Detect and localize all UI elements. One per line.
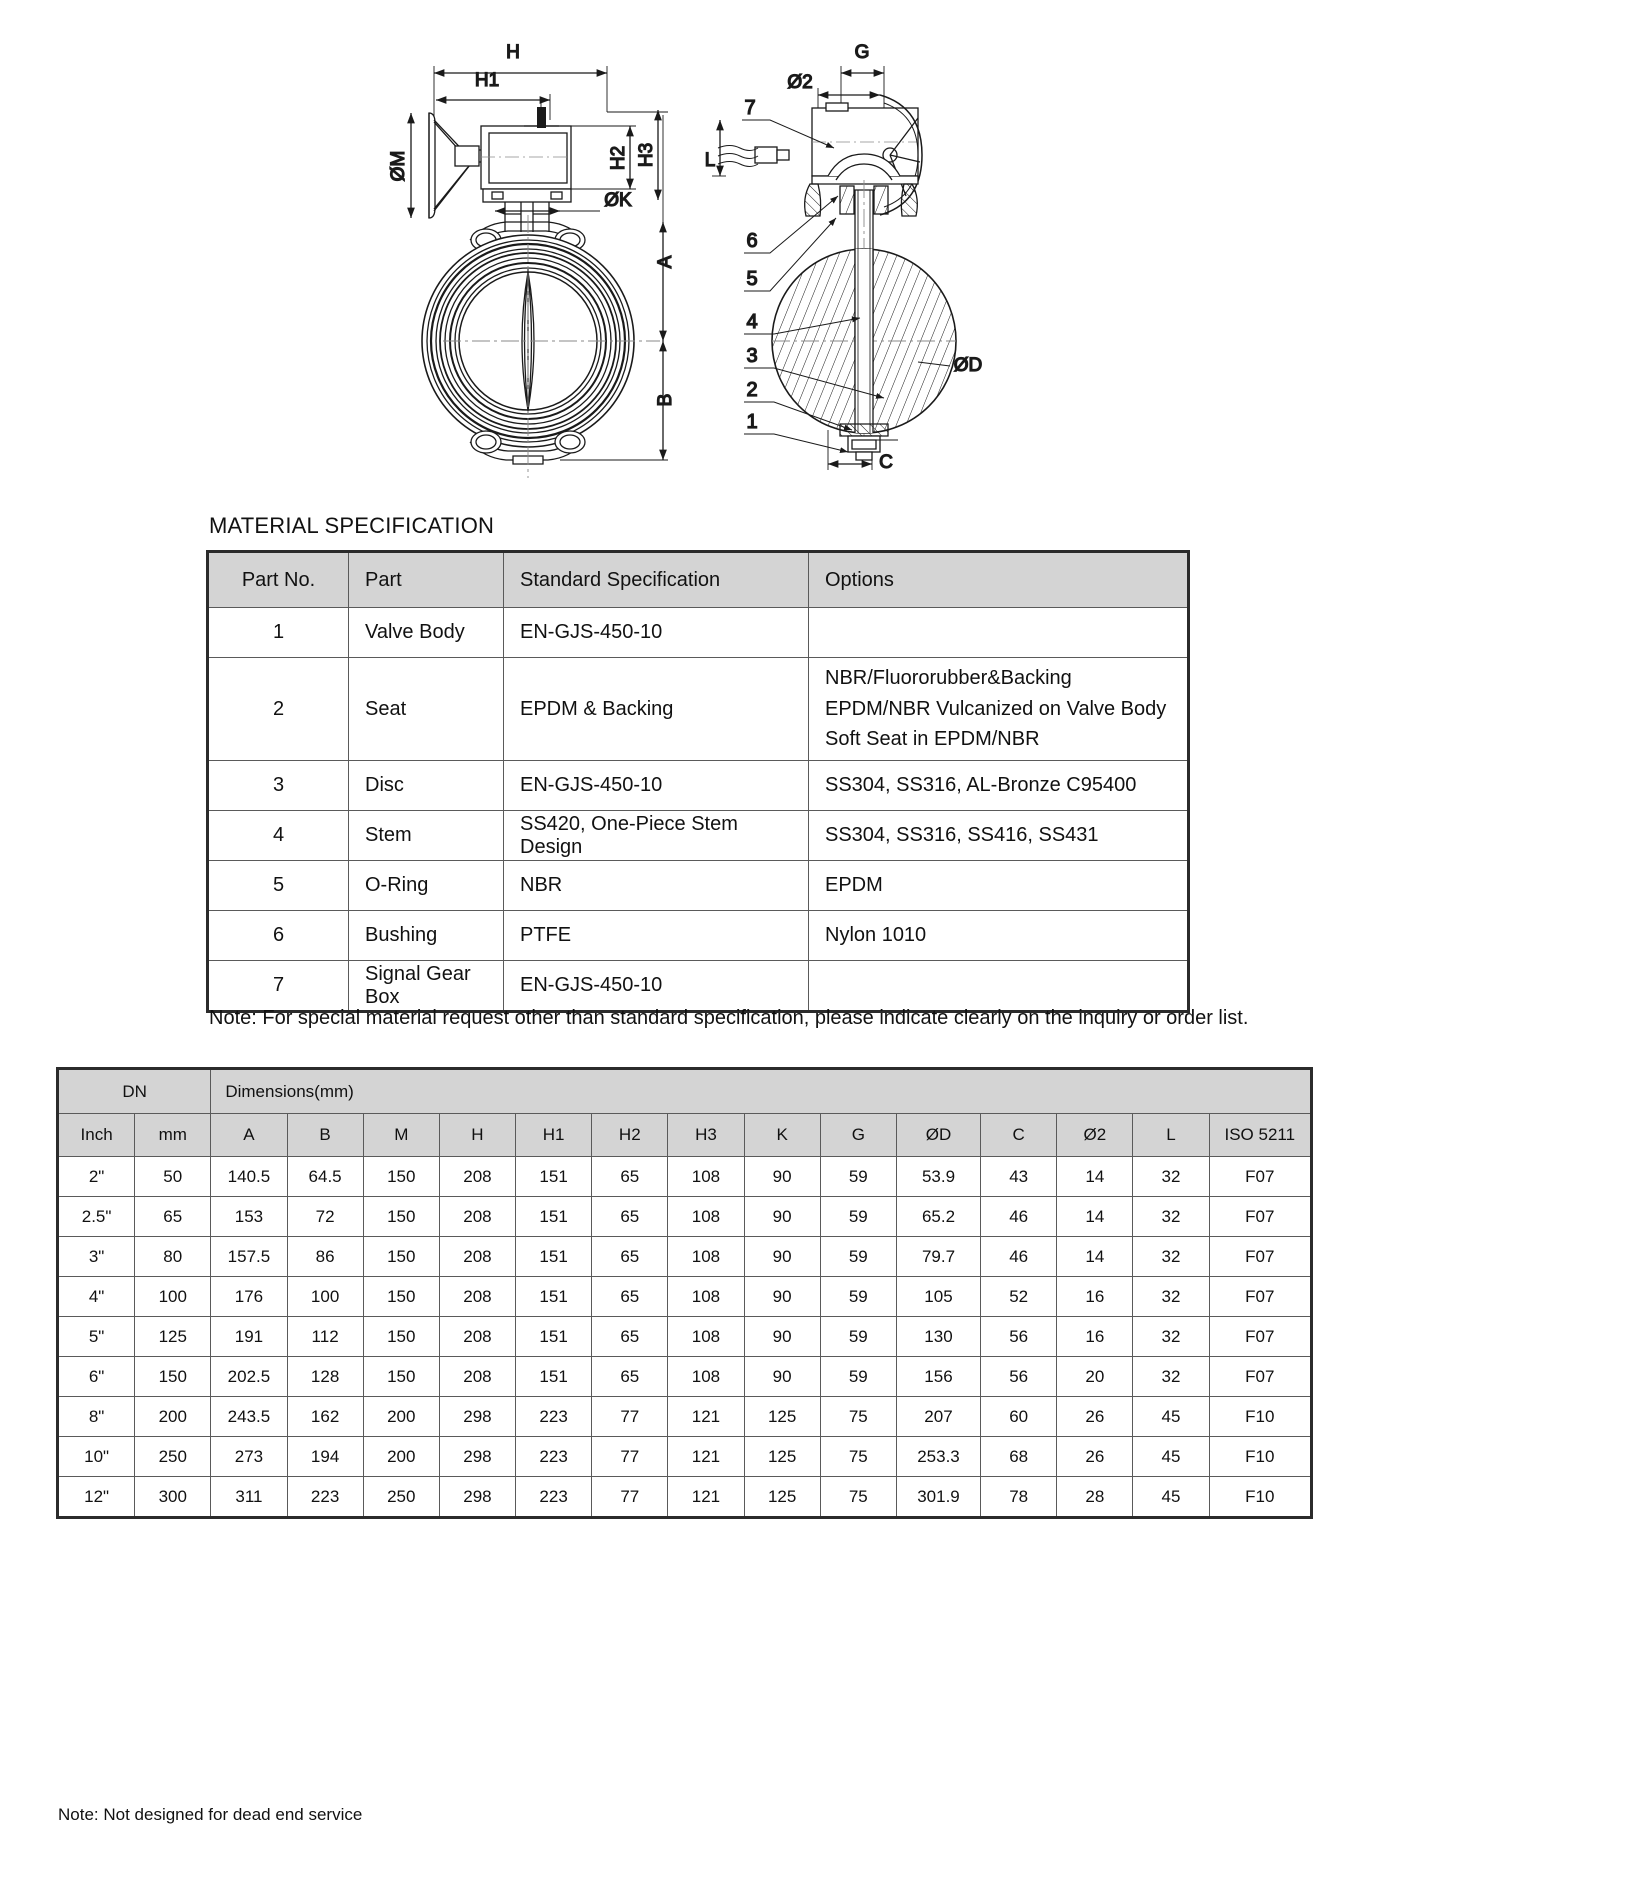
material-cell-part-no: 1 xyxy=(209,608,349,658)
dimensions-cell: 298 xyxy=(439,1477,515,1517)
dimensions-cell: 32 xyxy=(1133,1357,1209,1397)
dimensions-cell: 14 xyxy=(1057,1197,1133,1237)
dimensions-cell: 26 xyxy=(1057,1437,1133,1477)
dimensions-cell: 26 xyxy=(1057,1397,1133,1437)
dim-col-header: ØD xyxy=(896,1114,980,1157)
dimensions-cell: 208 xyxy=(439,1197,515,1237)
dimensions-cell: 151 xyxy=(516,1157,592,1197)
dimensions-cell: 125 xyxy=(135,1317,211,1357)
material-cell-standard: EN-GJS-450-10 xyxy=(504,608,809,658)
dimensions-cell: 200 xyxy=(363,1437,439,1477)
material-option-line: Soft Seat in EPDM/NBR xyxy=(825,728,1040,751)
dimensions-cell: 75 xyxy=(820,1437,896,1477)
dimensions-cell: 59 xyxy=(820,1237,896,1277)
dimensions-cell: 100 xyxy=(135,1277,211,1317)
callout-2: 2 xyxy=(746,379,758,401)
dimensions-cell: 59 xyxy=(820,1157,896,1197)
dimensions-cell: 223 xyxy=(516,1397,592,1437)
dimensions-cell: 208 xyxy=(439,1357,515,1397)
callout-6: 6 xyxy=(746,230,758,252)
dimensions-cell: 75 xyxy=(820,1397,896,1437)
dimensions-cell: 250 xyxy=(135,1437,211,1477)
dimensions-cell: 100 xyxy=(287,1277,363,1317)
dimensions-cell: 150 xyxy=(363,1357,439,1397)
dimensions-cell: 208 xyxy=(439,1277,515,1317)
dimensions-cell: 108 xyxy=(668,1237,744,1277)
material-cell-options xyxy=(809,961,1189,1011)
material-cell-options xyxy=(809,761,1189,811)
dimensions-cell: 45 xyxy=(1133,1397,1209,1437)
material-cell-part: Stem xyxy=(349,811,504,861)
dimensions-table-row xyxy=(59,1357,1311,1397)
dimensions-cell: 10" xyxy=(59,1437,135,1477)
dim-label-L: L xyxy=(704,150,716,171)
dim-col-header: Ø2 xyxy=(1057,1114,1133,1157)
dimensions-cell: 90 xyxy=(744,1237,820,1277)
dimensions-cell: 20 xyxy=(1057,1357,1133,1397)
material-table-header-row xyxy=(209,553,1189,608)
dimensions-cell: 151 xyxy=(516,1197,592,1237)
dimensions-cell: 208 xyxy=(439,1237,515,1277)
dimensions-cell: 194 xyxy=(287,1437,363,1477)
dimensions-cell: 90 xyxy=(744,1277,820,1317)
dimensions-cell: 59 xyxy=(820,1317,896,1357)
dimensions-cell: 45 xyxy=(1133,1477,1209,1517)
material-options-list xyxy=(825,920,1172,951)
dimensions-cell: 16 xyxy=(1057,1277,1133,1317)
dimensions-cell: 151 xyxy=(516,1357,592,1397)
dim-group-dimensions: Dimensions(mm) xyxy=(211,1070,1311,1114)
material-col-standard: Standard Specification xyxy=(504,553,809,608)
material-specification-title: MATERIAL SPECIFICATION xyxy=(209,513,495,538)
material-cell-options xyxy=(809,608,1189,658)
dimensions-cell: 79.7 xyxy=(896,1237,980,1277)
dimensions-table-row xyxy=(59,1477,1311,1517)
dimensions-cell: F07 xyxy=(1209,1317,1310,1357)
dimensions-table-row xyxy=(59,1237,1311,1277)
dimensions-cell: 5" xyxy=(59,1317,135,1357)
dimensions-cell: 125 xyxy=(744,1477,820,1517)
dim-col-header: M xyxy=(363,1114,439,1157)
material-table-row xyxy=(209,911,1189,961)
dimensions-cell: 250 xyxy=(363,1477,439,1517)
dimensions-cell: 162 xyxy=(287,1397,363,1437)
dimensions-cell: 253.3 xyxy=(896,1437,980,1477)
dimensions-cell: 64.5 xyxy=(287,1157,363,1197)
dimensions-cell: F10 xyxy=(1209,1397,1310,1437)
dimensions-cell: F07 xyxy=(1209,1237,1310,1277)
material-options-list xyxy=(825,663,1172,755)
dimensions-cell: 151 xyxy=(516,1277,592,1317)
material-cell-options xyxy=(809,861,1189,911)
dim-col-header: H xyxy=(439,1114,515,1157)
dimensions-cell: 156 xyxy=(896,1357,980,1397)
dimensions-cell: 72 xyxy=(287,1197,363,1237)
dimensions-cell: 32 xyxy=(1133,1197,1209,1237)
dimensions-cell: 153 xyxy=(211,1197,287,1237)
dimensions-cell: 90 xyxy=(744,1157,820,1197)
material-cell-options xyxy=(809,658,1189,761)
dim-col-header: Inch xyxy=(59,1114,135,1157)
dimensions-cell: 108 xyxy=(668,1317,744,1357)
dim-label-H2: H2 xyxy=(608,145,629,171)
dimensions-cell: 78 xyxy=(981,1477,1057,1517)
dimensions-cell: 75 xyxy=(820,1477,896,1517)
dimensions-cell: 223 xyxy=(287,1477,363,1517)
material-cell-part-no: 7 xyxy=(209,961,349,1011)
material-cell-part: Disc xyxy=(349,761,504,811)
dim-label-diaK: ØK xyxy=(604,190,632,211)
dimensions-cell: 223 xyxy=(516,1437,592,1477)
dim-label-C: C xyxy=(879,452,893,473)
dim-col-header: mm xyxy=(135,1114,211,1157)
dimensions-cell: 140.5 xyxy=(211,1157,287,1197)
dimensions-cell: 16 xyxy=(1057,1317,1133,1357)
dimensions-cell: 32 xyxy=(1133,1317,1209,1357)
dimensions-cell: 108 xyxy=(668,1157,744,1197)
material-col-part: Part xyxy=(349,553,504,608)
material-cell-standard: PTFE xyxy=(504,911,809,961)
dimensions-cell: 59 xyxy=(820,1277,896,1317)
dim-group-dn: DN xyxy=(59,1070,211,1114)
dimensions-cell: 191 xyxy=(211,1317,287,1357)
dim-label-diaD: ØD xyxy=(953,355,983,376)
dim-col-header: H2 xyxy=(592,1114,668,1157)
dimensions-table-row xyxy=(59,1197,1311,1237)
dim-col-header: L xyxy=(1133,1114,1209,1157)
dimensions-cell: 298 xyxy=(439,1397,515,1437)
callout-4: 4 xyxy=(746,311,758,333)
material-col-options: Options xyxy=(809,553,1189,608)
dimensions-table-row xyxy=(59,1397,1311,1437)
dimensions-group-header-row xyxy=(59,1070,1311,1114)
dimensions-column-header-row xyxy=(59,1114,1311,1157)
dimensions-cell: 53.9 xyxy=(896,1157,980,1197)
material-cell-part: Valve Body xyxy=(349,608,504,658)
material-options-list xyxy=(825,820,1172,851)
material-cell-standard: NBR xyxy=(504,861,809,911)
material-cell-part: O-Ring xyxy=(349,861,504,911)
dimensions-cell: 56 xyxy=(981,1317,1057,1357)
material-options-list xyxy=(825,870,1172,901)
material-note: Note: For special material request other than standard specification, please indicate clearly on the inquiry or order list. xyxy=(209,1007,1249,1029)
dimensions-cell: 150 xyxy=(363,1317,439,1357)
material-cell-standard: EN-GJS-450-10 xyxy=(504,761,809,811)
dimensions-cell: 28 xyxy=(1057,1477,1133,1517)
dimensions-cell: 45 xyxy=(1133,1437,1209,1477)
dimensions-cell: 14 xyxy=(1057,1237,1133,1277)
dim-col-header: H1 xyxy=(516,1114,592,1157)
dimensions-cell: F07 xyxy=(1209,1157,1310,1197)
dimensions-table-row xyxy=(59,1157,1311,1197)
material-option-line: NBR/Fluororubber&Backing xyxy=(825,667,1072,690)
dim-label-G: G xyxy=(854,42,870,63)
dimensions-cell: F10 xyxy=(1209,1437,1310,1477)
dimensions-cell: 150 xyxy=(135,1357,211,1397)
dimensions-cell: F10 xyxy=(1209,1477,1310,1517)
dimensions-table-row xyxy=(59,1317,1311,1357)
dimensions-cell: 223 xyxy=(516,1477,592,1517)
dimensions-cell: 65 xyxy=(592,1317,668,1357)
dimensions-cell: 121 xyxy=(668,1477,744,1517)
material-option-line: EPDM/NBR Vulcanized on Valve Body xyxy=(825,697,1167,720)
material-options-list xyxy=(825,770,1172,801)
dim-col-header: G xyxy=(820,1114,896,1157)
dimensions-cell: 125 xyxy=(744,1437,820,1477)
dimensions-cell: 273 xyxy=(211,1437,287,1477)
dimensions-cell: 77 xyxy=(592,1477,668,1517)
dimensions-cell: 301.9 xyxy=(896,1477,980,1517)
dimensions-table xyxy=(58,1069,1311,1517)
material-cell-standard: EPDM & Backing xyxy=(504,658,809,761)
dimensions-cell: 121 xyxy=(668,1397,744,1437)
dim-label-B: B xyxy=(655,393,676,407)
dimensions-cell: 46 xyxy=(981,1197,1057,1237)
material-table-row xyxy=(209,608,1189,658)
dimensions-cell: 4" xyxy=(59,1277,135,1317)
dimensions-cell: 14 xyxy=(1057,1157,1133,1197)
dimensions-cell: 8" xyxy=(59,1397,135,1437)
dimensions-cell: 50 xyxy=(135,1157,211,1197)
dimensions-cell: F07 xyxy=(1209,1197,1310,1237)
dimensions-cell: 2" xyxy=(59,1157,135,1197)
material-table-row xyxy=(209,811,1189,861)
dimensions-note: Note: Not designed for dead end service xyxy=(58,1805,363,1824)
dimensions-cell: 311 xyxy=(211,1477,287,1517)
callout-1: 1 xyxy=(746,411,758,433)
material-cell-part-no: 2 xyxy=(209,658,349,761)
dimensions-cell: 108 xyxy=(668,1277,744,1317)
dimensions-cell: 12" xyxy=(59,1477,135,1517)
material-cell-part-no: 3 xyxy=(209,761,349,811)
dim-label-H: H xyxy=(506,42,520,63)
dimensions-cell: 121 xyxy=(668,1437,744,1477)
material-cell-standard: SS420, One-Piece Stem Design xyxy=(504,811,809,861)
material-option-line: SS304, SS316, SS416, SS431 xyxy=(825,824,1099,847)
dimensions-cell: 3" xyxy=(59,1237,135,1277)
dimensions-cell: 65 xyxy=(592,1357,668,1397)
callout-3: 3 xyxy=(746,345,758,367)
dimensions-cell: 2.5" xyxy=(59,1197,135,1237)
dimensions-cell: 243.5 xyxy=(211,1397,287,1437)
dimensions-cell: 43 xyxy=(981,1157,1057,1197)
callout-7: 7 xyxy=(744,97,756,119)
dimensions-cell: 68 xyxy=(981,1437,1057,1477)
dim-label-A: A xyxy=(655,255,676,269)
material-cell-options xyxy=(809,811,1189,861)
dimensions-cell: 65 xyxy=(592,1277,668,1317)
dimensions-cell: 32 xyxy=(1133,1157,1209,1197)
dimensions-cell: 130 xyxy=(896,1317,980,1357)
dimensions-cell: 90 xyxy=(744,1197,820,1237)
dimensions-cell: 150 xyxy=(363,1157,439,1197)
material-cell-standard: EN-GJS-450-10 xyxy=(504,961,809,1011)
material-col-part-no: Part No. xyxy=(209,553,349,608)
dimensions-cell: 112 xyxy=(287,1317,363,1357)
dimensions-cell: 60 xyxy=(981,1397,1057,1437)
dimensions-cell: 202.5 xyxy=(211,1357,287,1397)
dimensions-cell: 125 xyxy=(744,1397,820,1437)
valve-drawing-svg xyxy=(0,0,1650,600)
dimensions-cell: 65 xyxy=(592,1197,668,1237)
dimensions-cell: 65.2 xyxy=(896,1197,980,1237)
dimensions-cell: 108 xyxy=(668,1197,744,1237)
dimensions-cell: 32 xyxy=(1133,1277,1209,1317)
dimensions-cell: 90 xyxy=(744,1357,820,1397)
dimensions-cell: 59 xyxy=(820,1197,896,1237)
material-specification-table xyxy=(208,552,1188,1011)
dimensions-cell: 6" xyxy=(59,1357,135,1397)
dimensions-cell: 77 xyxy=(592,1397,668,1437)
material-table-row xyxy=(209,658,1189,761)
dimensions-cell: 90 xyxy=(744,1317,820,1357)
dimensions-cell: 128 xyxy=(287,1357,363,1397)
dim-label-H3: H3 xyxy=(636,142,657,168)
material-option-line: EPDM xyxy=(825,874,883,897)
dimensions-cell: 80 xyxy=(135,1237,211,1277)
dim-col-header: C xyxy=(981,1114,1057,1157)
material-cell-part: Seat xyxy=(349,658,504,761)
material-table-row xyxy=(209,861,1189,911)
dim-label-diaM: ØM xyxy=(388,150,409,182)
material-cell-part: Bushing xyxy=(349,911,504,961)
dimensions-cell: 151 xyxy=(516,1237,592,1277)
material-cell-options xyxy=(809,911,1189,961)
dimensions-cell: 157.5 xyxy=(211,1237,287,1277)
dimensions-cell: 65 xyxy=(135,1197,211,1237)
dimensions-cell: F07 xyxy=(1209,1357,1310,1397)
dim-col-header: A xyxy=(211,1114,287,1157)
dimensions-table-row xyxy=(59,1277,1311,1317)
dimensions-cell: 32 xyxy=(1133,1237,1209,1277)
material-cell-part-no: 5 xyxy=(209,861,349,911)
dimensions-cell: 105 xyxy=(896,1277,980,1317)
dimensions-cell: 176 xyxy=(211,1277,287,1317)
dimensions-cell: 65 xyxy=(592,1157,668,1197)
dim-col-header: K xyxy=(744,1114,820,1157)
material-cell-part-no: 6 xyxy=(209,911,349,961)
dimensions-cell: 56 xyxy=(981,1357,1057,1397)
material-table-row xyxy=(209,761,1189,811)
dim-label-dia2: Ø2 xyxy=(787,72,813,93)
dimensions-cell: 150 xyxy=(363,1237,439,1277)
material-cell-part-no: 4 xyxy=(209,811,349,861)
dimensions-cell: 300 xyxy=(135,1477,211,1517)
dimensions-cell: 46 xyxy=(981,1237,1057,1277)
dim-col-header: ISO 5211 xyxy=(1209,1114,1310,1157)
technical-drawing-area xyxy=(0,0,1650,600)
dimensions-cell: 208 xyxy=(439,1157,515,1197)
dimensions-cell: 208 xyxy=(439,1317,515,1357)
dimensions-cell: 151 xyxy=(516,1317,592,1357)
dimensions-cell: 150 xyxy=(363,1197,439,1237)
dimensions-cell: 86 xyxy=(287,1237,363,1277)
dimensions-cell: 298 xyxy=(439,1437,515,1477)
material-option-line: SS304, SS316, AL-Bronze C95400 xyxy=(825,774,1137,797)
material-option-line: Nylon 1010 xyxy=(825,924,927,947)
dimensions-cell: 200 xyxy=(363,1397,439,1437)
dimensions-cell: 77 xyxy=(592,1437,668,1477)
callout-5: 5 xyxy=(746,268,758,290)
dimensions-cell: 59 xyxy=(820,1357,896,1397)
dimensions-cell: 200 xyxy=(135,1397,211,1437)
dimensions-cell: F07 xyxy=(1209,1277,1310,1317)
dimensions-cell: 52 xyxy=(981,1277,1057,1317)
dimensions-cell: 65 xyxy=(592,1237,668,1277)
dim-label-H1: H1 xyxy=(474,70,500,91)
material-table-row xyxy=(209,961,1189,1011)
dimensions-cell: 108 xyxy=(668,1357,744,1397)
dimensions-table-row xyxy=(59,1437,1311,1477)
dim-col-header: B xyxy=(287,1114,363,1157)
material-cell-part: Signal Gear Box xyxy=(349,961,504,1011)
dimensions-cell: 150 xyxy=(363,1277,439,1317)
dim-col-header: H3 xyxy=(668,1114,744,1157)
dimensions-cell: 207 xyxy=(896,1397,980,1437)
